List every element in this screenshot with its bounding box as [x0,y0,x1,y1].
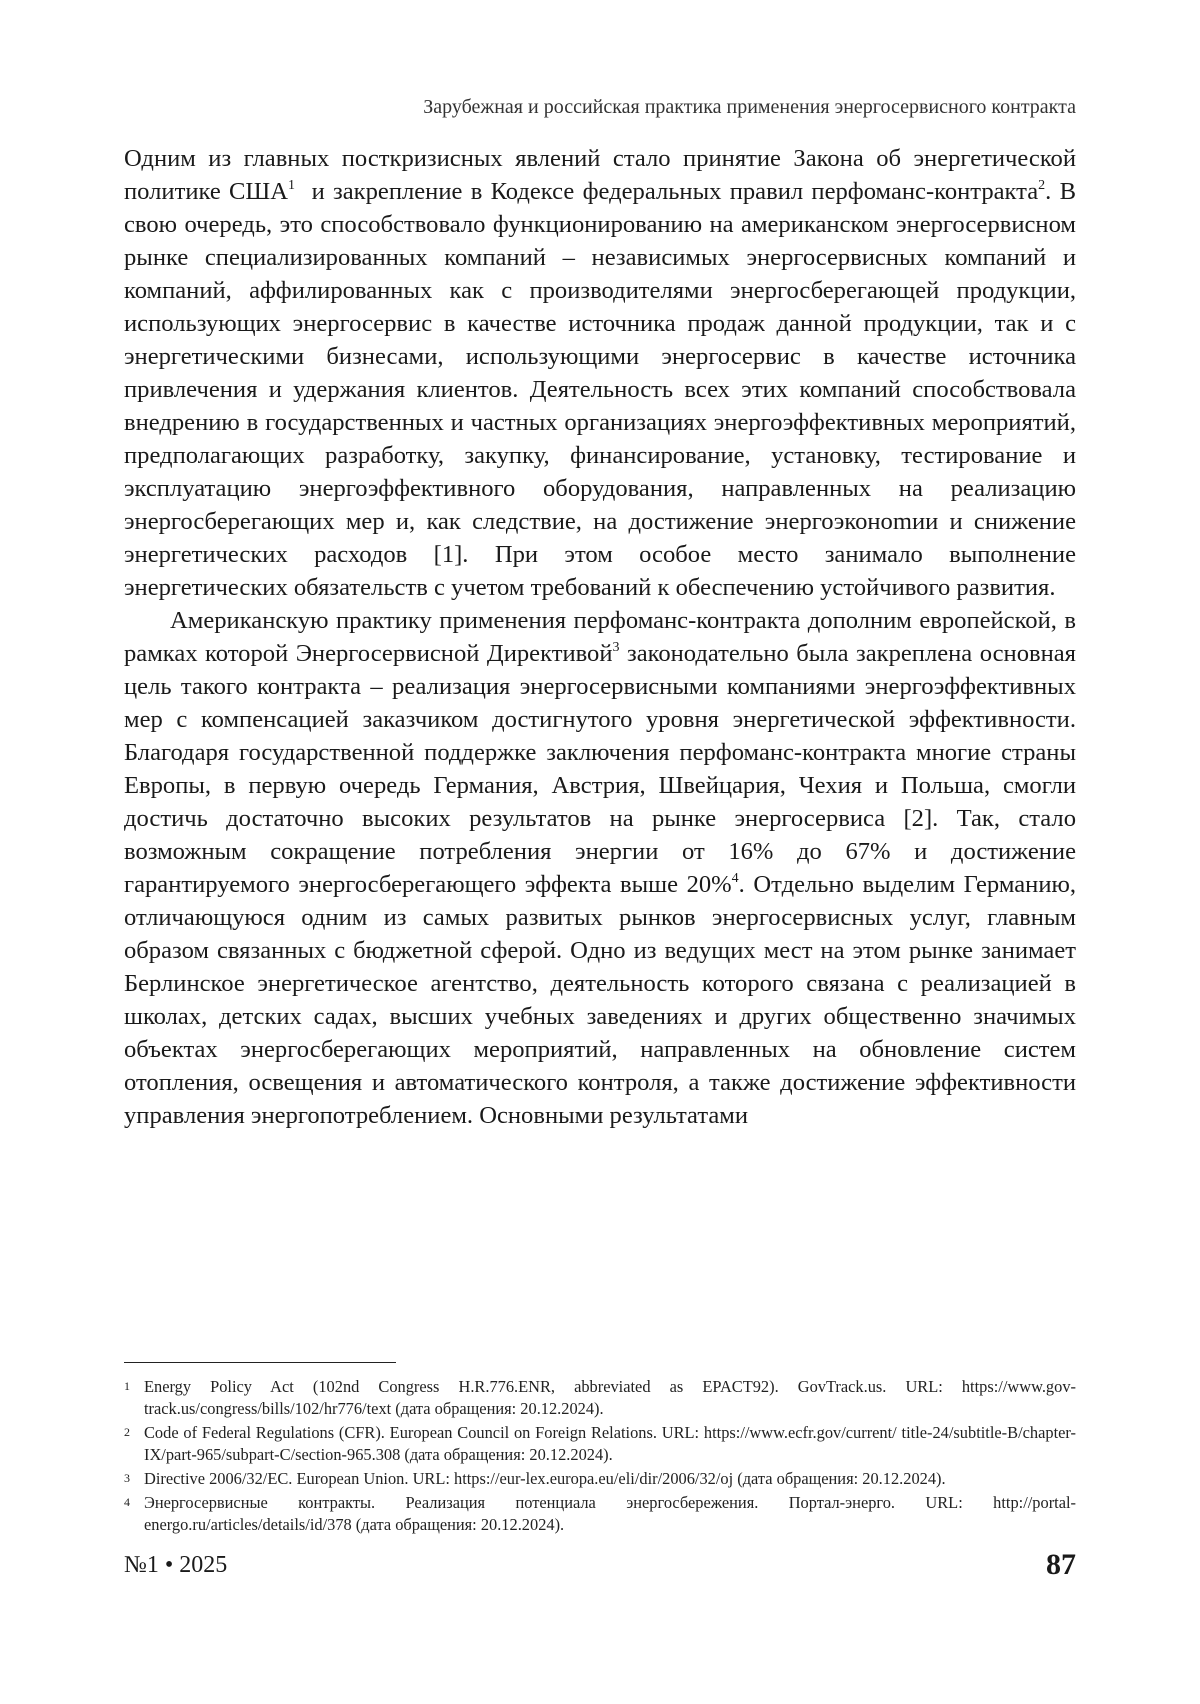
article-body [124,142,1076,1132]
issue-label: №1 • 2025 [124,1552,228,1578]
footnote-text: Energy Policy Act (102nd Congress H.R.776.ENR, abbreviated as EPACT92). GovTrack.us. URL: https://www.govtrack.us/congress/bills/102/hr776/text (дата обращения: 20.12.2024). [144,1377,1076,1418]
footnote-ref-3[interactable]: 3 [612,639,620,655]
paragraph-1 [124,142,1076,604]
footnote-text: Directive 2006/32/EC. European Union. URL: https://eur-lex.europa.eu/eli/dir/2006/32/oj (дата обращения: 20.12.2024). [144,1469,946,1488]
paragraph-1-text-a: Одним из главных посткризисных явлений стало принятие Закона об энергетической политике США [124,145,1076,205]
footnote-4 [124,1492,1076,1536]
footnote-number: 1 [124,1379,130,1393]
paragraph-2-text-c: . Отдельно выделим Германию, отличающуюся одним из самых развитых рынков энергосервисных услуг, главным образом связанных с бюджетной сферой. Одно из ведущих мест на этом рынке занимает Берлинское энергетическое агентство, деятельность которого связана с реализацией в школах, детских садах, высших учебных заведениях и других общественно значимых объектах энергосберегающих мероприятий, направленных на обновление систем отопления, освещения и автоматического контроля, а также достижение эффективности управления энергопотреблением. Основными результатами [124,871,1076,1129]
paragraph-2 [124,604,1076,1132]
footnote-ref-2[interactable]: 2 [1038,177,1046,193]
footnote-number: 3 [124,1471,130,1485]
footnote-ref-4[interactable]: 4 [731,870,739,886]
footnote-text: Code of Federal Regulations (CFR). European Council on Foreign Relations. URL: https://www.ecfr.gov/current/ title-24/subtitle-B/chapter-IX/part-965/subpart-C/section-965.308 (дата обращения: 20.12.2024). [144,1423,1076,1464]
paragraph-1-text-c: . В свою очередь, это способствовало функционированию на американском энергосервисном рынке специализированных компаний – независимых энергосервисных компаний и компаний, аффилированных как с производителями энергосберегающей продукции, использующих энергосервис в качестве источника продаж данной продукции, так и с энергетическими бизнесами, использующими энергосервис в качестве источника привлечения и удержания клиентов. Деятельность всех этих компаний способствовала внедрению в государственных и частных организациях энергоэффективных мероприятий, предполагающих разработку, закупку, финансирование, установку, тестирование и эксплуатацию энергоэффективного оборудования, направленных на реализацию энергосберегающих мер и, как следствие, на достижение энергоэконоmии и снижение энергетических расходов [1]. При этом особое место занимало выполнение энергетических обязательств с учетом требований к обеспечению устойчивого развития. [124,178,1076,601]
page-number: 87 [1046,1548,1076,1581]
footnote-number: 2 [124,1425,130,1439]
footnote-3 [124,1468,1076,1490]
paragraph-2-text-a: Американскую практику применения перфоманс-контракта дополним европейской, в рамках которой Энергосервисной Директивой [124,607,1076,667]
footnote-divider [124,1362,396,1363]
paragraph-1-text-b: и закрепление в Кодексе федеральных правил перфоманс-контракта [295,178,1039,205]
paragraph-2-text-b: законодательно была закреплена основная цель такого контракта – реализация энергосервисными компаниями энергоэффективных мер с компенсацией заказчиком достигнутого уровня энергетической эффективности. Благодаря государственной поддержке заключения перфоманс-контракта многие страны Европы, в первую очередь Германия, Австрия, Швейцария, Чехия и Польша, смогли достичь достаточно высоких результатов на рынке энергосервиса [2]. Так, стало возможным сокращение потребления энергии от 16% до 67% и достижение гарантируемого энергосберегающего эффекта выше 20% [124,640,1076,898]
footnote-number: 4 [124,1495,130,1509]
footnote-1 [124,1376,1076,1420]
footnote-ref-1[interactable]: 1 [288,177,295,193]
footnotes [124,1376,1076,1538]
footnote-2 [124,1422,1076,1466]
footnote-text: Энергосервисные контракты. Реализация потенциала энергосбережения. Портал-энерго. URL: http://portal-energo.ru/articles/details/id/378 (дата обращения: 20.12.2024). [144,1493,1076,1534]
running-header: Зарубежная и российская практика применения энергосервисного контракта [423,96,1076,118]
